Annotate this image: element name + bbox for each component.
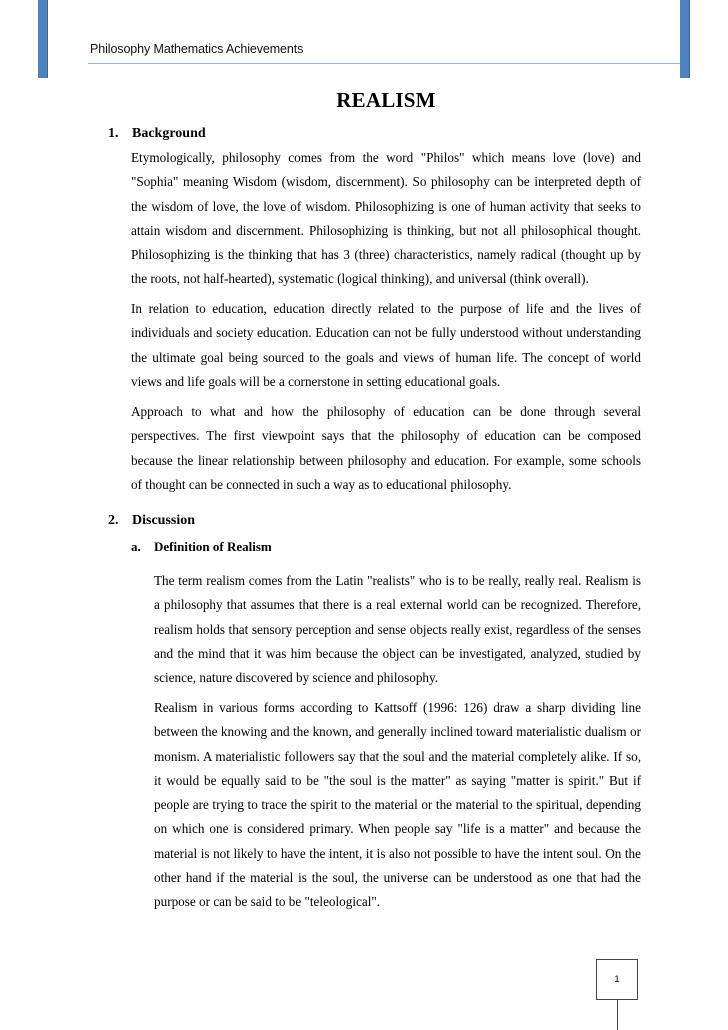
header-divider	[88, 63, 680, 64]
paragraph: In relation to education, education directly related to the purpose of life and the lives of individuals and society education. Education can not be fully understood without understanding the ultimate goal being sourced to the goals and views of human life. The concept of world views and life goals will be a cornerstone in setting educational goals.	[131, 301, 641, 389]
section-number: 1.	[108, 126, 119, 141]
subsection-heading-definition	[131, 539, 272, 555]
paragraph: Approach to what and how the philosophy of education can be done through several perspectives. The first viewpoint says that the philosophy of education can be composed because the linear relationship between philosophy and education. For example, some schools of thought can be connected in such a way as to educational philosophy.	[131, 404, 641, 492]
section-number: 2.	[108, 513, 119, 528]
header-bar-left	[38, 0, 48, 78]
page-number-box	[596, 959, 638, 1000]
paragraph: The term realism comes from the Latin "realists" who is to be really, really real. Realism is a philosophy that assumes that there is a real external world can be recognized. Therefore, realism holds that sensory perception and sense objects really exist, regardless of the senses and the mind that it was him because the object can be investigated, analyzed, studied by science, nature discovered by science and philosophy.	[154, 573, 641, 686]
paragraph: Realism in various forms according to Kattsoff (1996: 126) draw a sharp dividing line between the knowing and the known, and generally inclined toward materialistic dualism or monism. A materialistic followers say that the soul and the material completely alike. If so, it would be equally said to be "the soul is the matter" as saying "matter is spirit." But if people are trying to trace the spirit to the material or the material to the spiritual, depending on which one is considered primary. When people say "life is a matter" and because the material is not likely to have the intent, it is also not possible to have the intent soul. On the other hand if the material is the soul, the universe can be understood as one that had the purpose or can be said to be "teleological".	[154, 700, 641, 910]
page-number: 1	[614, 974, 620, 985]
section-heading-background	[108, 126, 206, 142]
section-heading-discussion	[108, 513, 195, 529]
paragraph: Etymologically, philosophy comes from the word "Philos" which means love (love) and "Sophia" meaning Wisdom (wisdom, discernment). So philosophy can be interpreted depth of the wisdom of love, the love of wisdom. Philosophizing is one of human activity that seeks to attain wisdom and discernment. Philosophizing is thinking, but not all philosophical thought. Philosophizing is the thinking that has 3 (three) characteristics, namely radical (thought up by the roots, not half-hearted), systematic (logical thinking), and universal (think overall).	[131, 150, 641, 287]
running-header-title: Philosophy Mathematics Achievements	[90, 42, 304, 56]
page-number-line	[617, 1000, 618, 1030]
section-heading-text: Background	[132, 126, 206, 141]
subsection-heading-text: Definition of Realism	[154, 539, 272, 554]
header-bar-right	[680, 0, 690, 78]
subsection-letter: a.	[131, 539, 141, 554]
section-heading-text: Discussion	[132, 513, 196, 528]
document-title: REALISM	[336, 88, 436, 112]
